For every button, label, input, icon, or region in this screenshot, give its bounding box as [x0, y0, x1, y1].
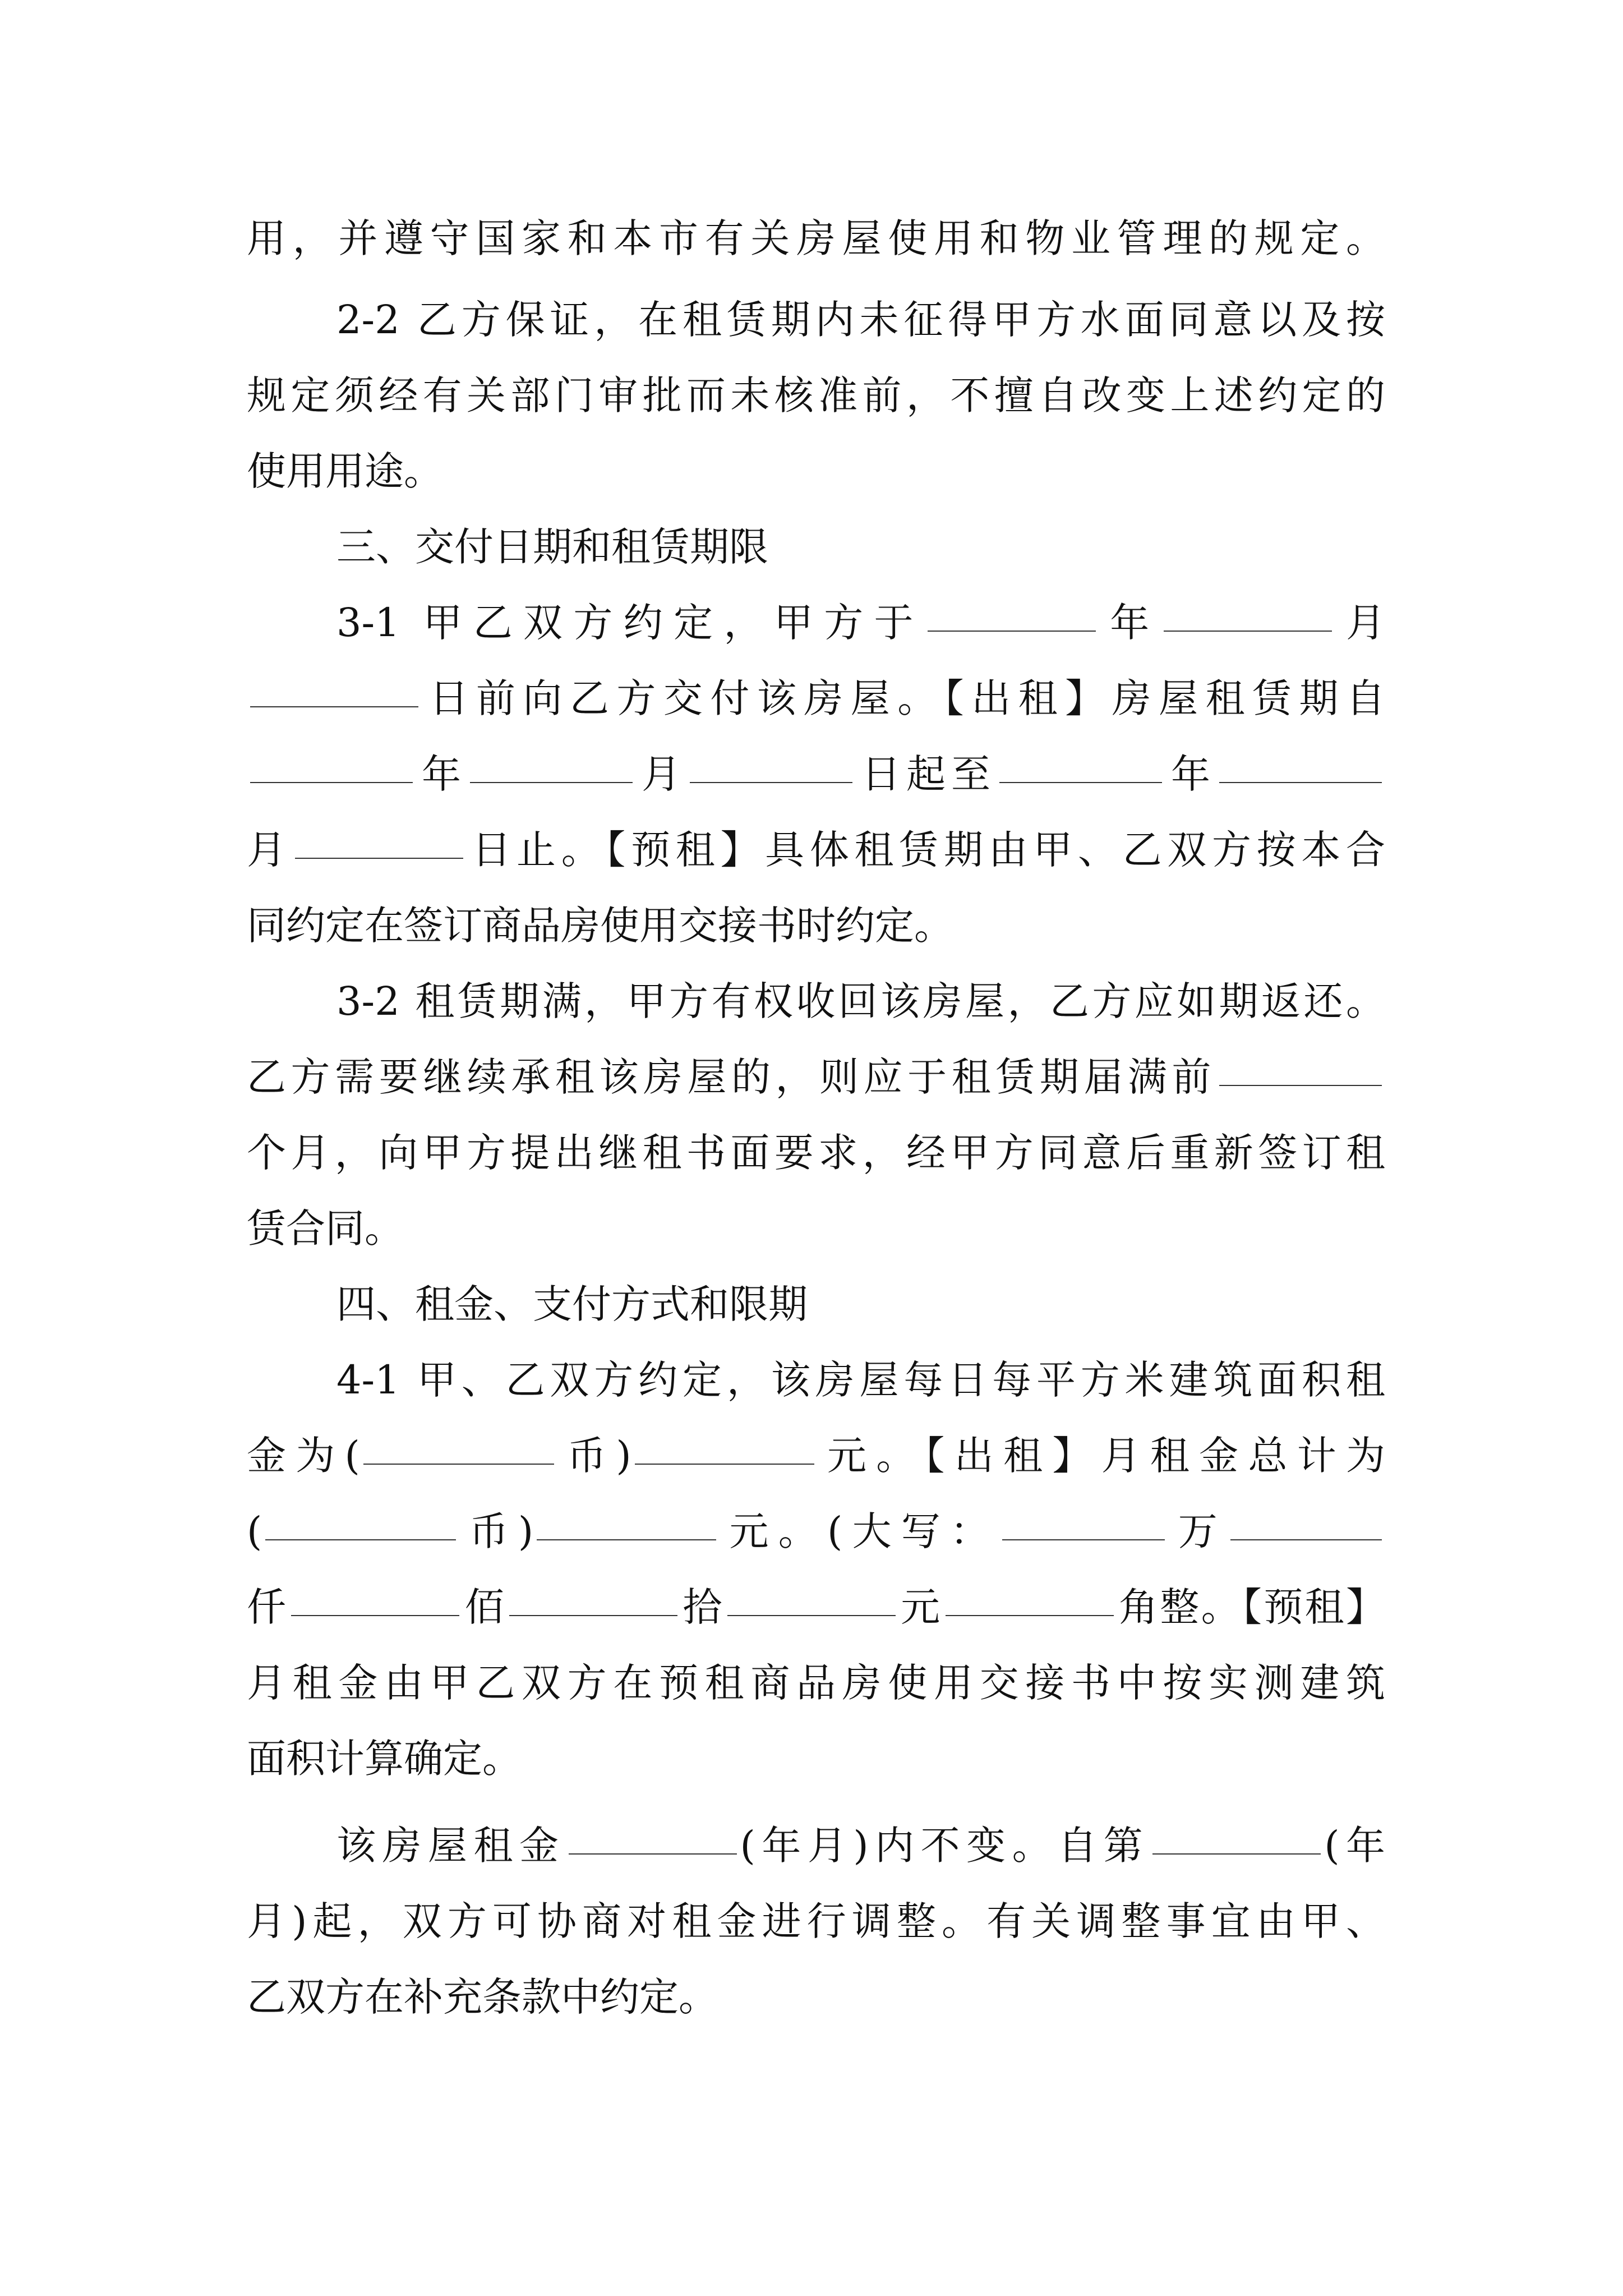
fill-blank	[470, 782, 633, 783]
fill-blank	[727, 1615, 896, 1616]
text-line: 月 日止。【预租】具体租赁期由甲、乙双方按本合	[247, 827, 1386, 873]
fill-blank	[1152, 1853, 1321, 1855]
fill-blank	[1230, 1539, 1382, 1540]
text-line: 乙双方在补充条款中约定。	[247, 1974, 718, 2020]
fill-blank	[295, 858, 463, 859]
fill-blank	[946, 1615, 1114, 1616]
text-line: 月)起，双方可协商对租金进行调整。有关调整事宜由甲、	[247, 1898, 1385, 1944]
fill-blank	[509, 1615, 677, 1616]
fill-blank	[569, 1853, 737, 1855]
text-line: 同约定在签订商品房使用交接书时约定。	[247, 903, 953, 949]
clause-3-1: 3-1 甲乙双方约定，甲方于 年 月	[336, 600, 1385, 646]
fill-blank	[690, 782, 852, 783]
text-line: 仟 佰 拾 元 角整。【预租】	[247, 1584, 1386, 1630]
rent-adjustment-paragraph: 该房屋租金 (年月)内不变。自第 (年	[336, 1823, 1386, 1869]
fill-blank	[250, 782, 413, 783]
text-line: 年 月 日起至 年	[247, 746, 1385, 802]
fill-blank	[291, 1615, 459, 1616]
clause-4-1: 4-1 甲、乙双方约定，该房屋每日每平方米建筑面积租	[336, 1357, 1385, 1403]
clause-3-2: 3-2 租赁期满，甲方有权收回该房屋，乙方应如期返还。	[336, 978, 1385, 1024]
section-heading-4: 四、租金、支付方式和限期	[336, 1281, 808, 1327]
text-line: 月租金由甲乙双方在预租商品房使用交接书中按实测建筑	[247, 1660, 1385, 1706]
fill-blank	[537, 1539, 716, 1540]
text-line: 面积计算确定。	[247, 1736, 522, 1782]
fill-blank	[265, 1539, 456, 1540]
fill-blank	[1002, 1539, 1165, 1540]
text-line: 规定须经有关部门审批而未核准前，不擅自改变上述约定的	[247, 372, 1385, 418]
fill-blank	[928, 631, 1096, 632]
section-heading-3: 三、交付日期和租赁期限	[336, 524, 768, 570]
text-line: 用，并遵守国家和本市有关房屋使用和物业管理的规定。	[247, 215, 1385, 261]
text-line: 使用用途。	[247, 448, 443, 494]
text-line: ( 币) 元。(大写： 万	[247, 1503, 1385, 1559]
fill-blank	[363, 1464, 554, 1465]
fill-blank	[1219, 782, 1382, 783]
fill-blank	[635, 1464, 814, 1465]
fill-blank	[1164, 631, 1332, 632]
fill-blank	[999, 782, 1162, 783]
fill-blank	[250, 706, 418, 707]
clause-2-2: 2-2 乙方保证，在租赁期内未征得甲方水面同意以及按	[336, 297, 1385, 343]
text-line: 乙方需要继续承租该房屋的，则应于租赁期届满前	[247, 1049, 1385, 1105]
text-line: 金为( 币) 元。【出租】月租金总计为	[247, 1433, 1385, 1479]
text-line: 个月，向甲方提出继租书面要求，经甲方同意后重新签订租	[247, 1130, 1385, 1176]
fill-blank	[1219, 1085, 1382, 1086]
text-line: 赁合同。	[247, 1205, 404, 1251]
text-line: 日前向乙方交付该房屋。【出租】房屋租赁期自	[247, 670, 1385, 726]
